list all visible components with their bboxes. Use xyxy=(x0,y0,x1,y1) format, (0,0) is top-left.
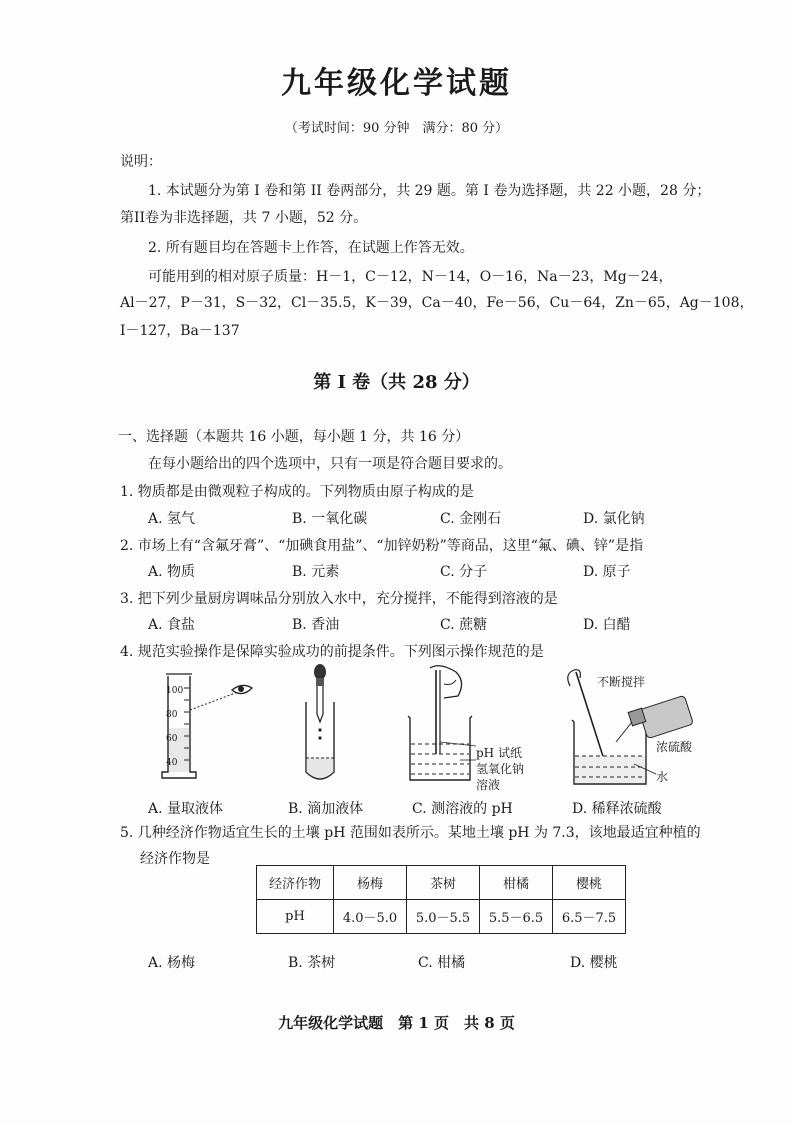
question-4-option-b[interactable]: B. 滴加液体 xyxy=(288,801,364,817)
question-1-stem: 1. 物质都是由微观粒子构成的。下列物质由原子构成的是 xyxy=(120,484,474,500)
atomic-mass-line-3: I－127，Ba－137 xyxy=(120,323,240,339)
cylinder-tick-60: 60 xyxy=(166,734,178,744)
question-1-option-a[interactable]: A. 氢气 xyxy=(148,511,196,527)
exam-subtitle: （考试时间：90 分钟 满分：80 分） xyxy=(284,121,509,136)
atomic-mass-line-2: Al－27，P－31，S－32，Cl－35.5，K－39，Ca－40，Fe－56，Cu－64，Zn－65，Ag－108， xyxy=(120,295,754,311)
question-1-option-c[interactable]: C. 金刚石 xyxy=(440,511,502,527)
table-cell: 4.0－5.0 xyxy=(334,900,407,934)
question-3-option-c[interactable]: C. 蔗糖 xyxy=(440,617,488,633)
cylinder-tick-80: 80 xyxy=(166,710,178,720)
question-5-stem-line-2: 经济作物是 xyxy=(140,851,210,867)
table-header-row xyxy=(257,866,626,900)
table-header-cell: 杨梅 xyxy=(334,866,407,900)
table-header-cell: 樱桃 xyxy=(553,866,626,900)
instruction-item-1b: 第II卷为非选择题，共 7 小题，52 分。 xyxy=(120,210,368,226)
question-2-option-b[interactable]: B. 元素 xyxy=(292,564,340,580)
question-4-option-d[interactable]: D. 稀释浓硫酸 xyxy=(572,801,662,817)
question-5-option-b[interactable]: B. 茶树 xyxy=(288,955,336,971)
naoh-label-1: 氢氧化钠 xyxy=(476,762,525,776)
page-footer: 九年级化学试题 第 1 页 共 8 页 xyxy=(278,1014,515,1032)
question-4-stem: 4. 规范实验操作是保障实验成功的前提条件。下列图示操作规范的是 xyxy=(120,644,544,660)
table-header-cell: 柑橘 xyxy=(480,866,553,900)
table-header-cell: 经济作物 xyxy=(257,866,334,900)
instructions-heading: 说明： xyxy=(120,154,162,170)
cylinder-tick-40: 40 xyxy=(166,758,178,768)
question-2-option-c[interactable]: C. 分子 xyxy=(440,564,488,580)
question-4-option-c[interactable]: C. 测溶液的 pH xyxy=(412,801,513,817)
question-2-option-d[interactable]: D. 原子 xyxy=(583,564,631,580)
ph-paper-label: pH 试纸 xyxy=(476,746,522,760)
question-3-option-d[interactable]: D. 白醋 xyxy=(583,617,631,633)
table-cell: 5.0－5.5 xyxy=(407,900,480,934)
instruction-item-2: 2. 所有题目均在答题卡上作答，在试题上作答无效。 xyxy=(148,240,474,256)
question-1-option-d[interactable]: D. 氯化钠 xyxy=(583,511,645,527)
ph-range-table xyxy=(256,865,626,934)
question-4-option-a[interactable]: A. 量取液体 xyxy=(148,801,224,817)
dropper-test-tube-figure xyxy=(290,662,350,786)
table-row-label: pH xyxy=(257,900,334,934)
section-title: 第 I 卷（共 28 分） xyxy=(313,372,480,393)
question-2-option-a[interactable]: A. 物质 xyxy=(148,564,196,580)
stirring-label: 不断搅拌 xyxy=(597,675,646,689)
table-row xyxy=(257,900,626,934)
water-label: 水 xyxy=(656,770,669,784)
table-cell: 5.5－6.5 xyxy=(480,900,553,934)
question-1-option-b[interactable]: B. 一氧化碳 xyxy=(292,511,368,527)
question-2-stem: 2. 市场上有“含氟牙膏”、“加碘食用盐”、“加锌奶粉”等商品，这里“氟、碘、锌”是指 xyxy=(120,538,644,554)
instruction-item-1a: 1. 本试题分为第 I 卷和第 II 卷两部分，共 29 题。第 I 卷为选择题，共 22 小题，28 分； xyxy=(148,183,711,199)
question-5-option-d[interactable]: D. 樱桃 xyxy=(570,955,618,971)
question-3-stem: 3. 把下列少量厨房调味品分别放入水中，充分搅拌，不能得到溶液的是 xyxy=(120,591,558,607)
question-5-option-c[interactable]: C. 柑橘 xyxy=(418,955,466,971)
part-note: 在每小题给出的四个选项中，只有一项是符合题目要求的。 xyxy=(148,456,512,472)
cylinder-tick-100: 100 xyxy=(166,686,184,696)
conc-acid-label: 浓硫酸 xyxy=(656,740,693,754)
question-5-stem-line-1: 5. 几种经济作物适宜生长的土壤 pH 范围如表所示。某地土壤 pH 为 7.3，该地最适宜种植的 xyxy=(120,825,701,841)
table-header-cell: 茶树 xyxy=(407,866,480,900)
naoh-label-2: 溶液 xyxy=(476,778,501,792)
part-heading: 一、选择题（本题共 16 小题，每小题 1 分，共 16 分） xyxy=(118,429,470,445)
atomic-mass-line-1: 可能用到的相对原子质量：H－1，C－12，N－14，O－16，Na－23，Mg－24， xyxy=(148,269,673,285)
table-cell: 6.5－7.5 xyxy=(553,900,626,934)
exam-title: 九年级化学试题 xyxy=(281,66,512,101)
question-5-option-a[interactable]: A. 杨梅 xyxy=(148,955,196,971)
ph-measurement-figure xyxy=(400,662,480,786)
question-3-option-a[interactable]: A. 食盐 xyxy=(148,617,196,633)
question-3-option-b[interactable]: B. 香油 xyxy=(292,617,340,633)
